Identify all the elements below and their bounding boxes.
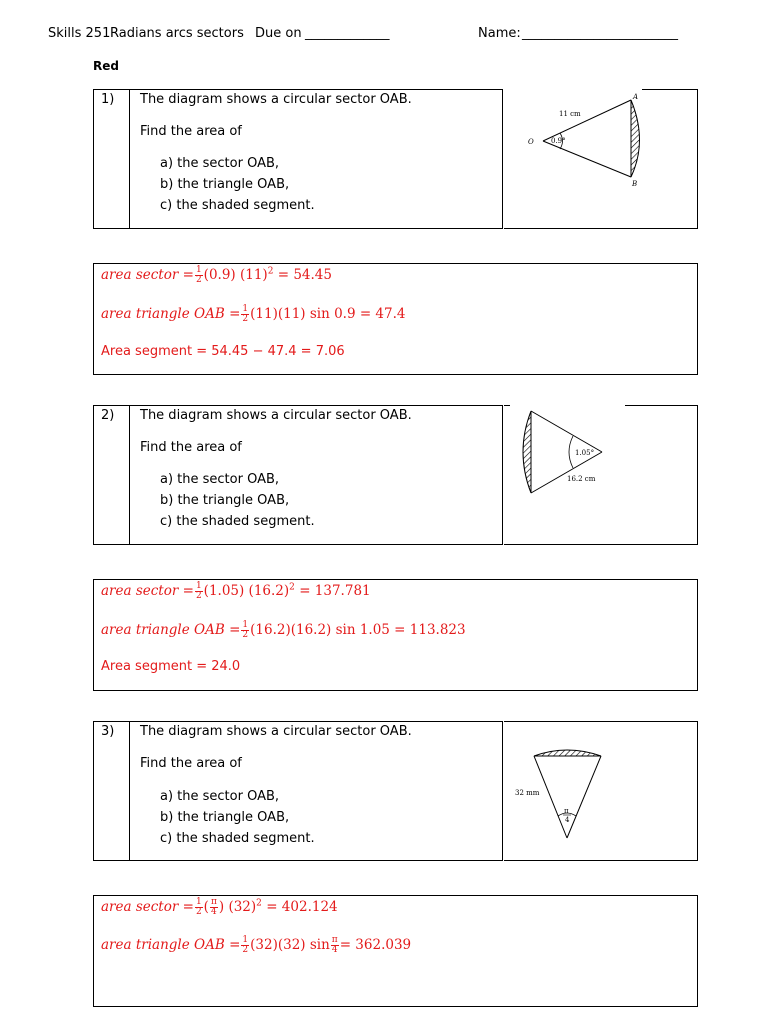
figure-box-2 [504, 405, 698, 545]
sector-area-working: area sector = $\frac{1}{2}$ ( $\frac{\pi}{4}$ ) $(32)^2 = 402.124$ [101, 897, 338, 917]
triangle-area-working: area triangle OAB = $\frac{1}{2}$ (32)(32) sin $\frac{\pi}{4}$ = 362.039 [101, 935, 412, 955]
level-heading: Red [93, 59, 119, 73]
worksheet-topic: Radians arcs sectors [110, 26, 244, 41]
question-box-3 [93, 721, 503, 861]
course-code: Skills 251 [48, 26, 111, 41]
due-label: Due on [255, 26, 302, 41]
figure-box-1 [504, 89, 698, 229]
shaded-segment [523, 411, 531, 493]
question-prompt: Find the area of [140, 756, 242, 771]
question-number: 1) [101, 92, 115, 107]
segment-area-working: Area segment = 24.0 [101, 659, 241, 674]
angle-label-denominator: 4 [565, 816, 570, 824]
question-number: 2) [101, 408, 115, 423]
part-a: a) the sector OAB, [160, 789, 280, 804]
part-c: c) the shaded segment. [160, 514, 315, 529]
part-c: c) the shaded segment. [160, 198, 315, 213]
point-b-label: B [632, 180, 638, 188]
sector-diagram-2 [503, 405, 697, 545]
question-intro: The diagram shows a circular sector OAB. [140, 408, 412, 423]
figure-box-3 [504, 721, 698, 861]
radius-label: 11 cm [559, 110, 581, 118]
part-a: a) the sector OAB, [160, 472, 280, 487]
question-number-cell [94, 406, 130, 544]
question-number-cell [94, 722, 130, 860]
question-prompt: Find the area of [140, 124, 242, 139]
sector-area-working: area sector = $\frac{1}{2}$ (1.05) $(16.2)^2 = 137.781$ [101, 581, 371, 601]
question-prompt: Find the area of [140, 440, 242, 455]
segment-area-working: Area segment = 54.45 − 47.4 = 7.06 [101, 344, 345, 359]
radius-label: 16.2 cm [567, 475, 596, 483]
angle-label: 1.05° [575, 449, 595, 457]
answer-box-2 [93, 579, 698, 691]
part-b: b) the triangle OAB, [160, 810, 290, 825]
part-b: b) the triangle OAB, [160, 493, 290, 508]
question-intro: The diagram shows a circular sector OAB. [140, 724, 412, 739]
sector-area-working: area sector = $\frac{1}{2}$ (0.9) $(11)^2 = 54.45$ [101, 265, 332, 285]
answer-box-1 [93, 263, 698, 375]
shaded-segment [534, 750, 601, 756]
answer-box-3 [93, 895, 698, 1007]
point-o-label: O [528, 138, 534, 146]
angle-label-numerator: π [564, 807, 569, 815]
part-c: c) the shaded segment. [160, 831, 315, 846]
sector-diagram-1 [503, 89, 697, 229]
question-intro: The diagram shows a circular sector OAB. [140, 92, 412, 107]
name-field[interactable]: ________________________ [522, 26, 678, 41]
due-date-field[interactable]: _____________ [305, 26, 390, 41]
angle-label: 0.9° [551, 137, 566, 145]
sector-diagram-3 [503, 721, 697, 861]
triangle-area-working: area triangle OAB = $\frac{1}{2}$ (16.2)(16.2) sin 1.05 = 113.823 [101, 620, 466, 640]
triangle-area-working: area triangle OAB = $\frac{1}{2}$ (11)(11) sin 0.9 = 47.4 [101, 304, 406, 324]
shaded-segment [631, 100, 640, 177]
part-b: b) the triangle OAB, [160, 177, 290, 192]
name-label: Name: [478, 26, 521, 41]
radius-label: 32 mm [515, 789, 540, 797]
question-number-cell [94, 90, 130, 228]
question-box-2 [93, 405, 503, 545]
question-number: 3) [101, 724, 115, 739]
question-box-1 [93, 89, 503, 229]
part-a: a) the sector OAB, [160, 156, 280, 171]
point-a-label: A [633, 93, 639, 101]
